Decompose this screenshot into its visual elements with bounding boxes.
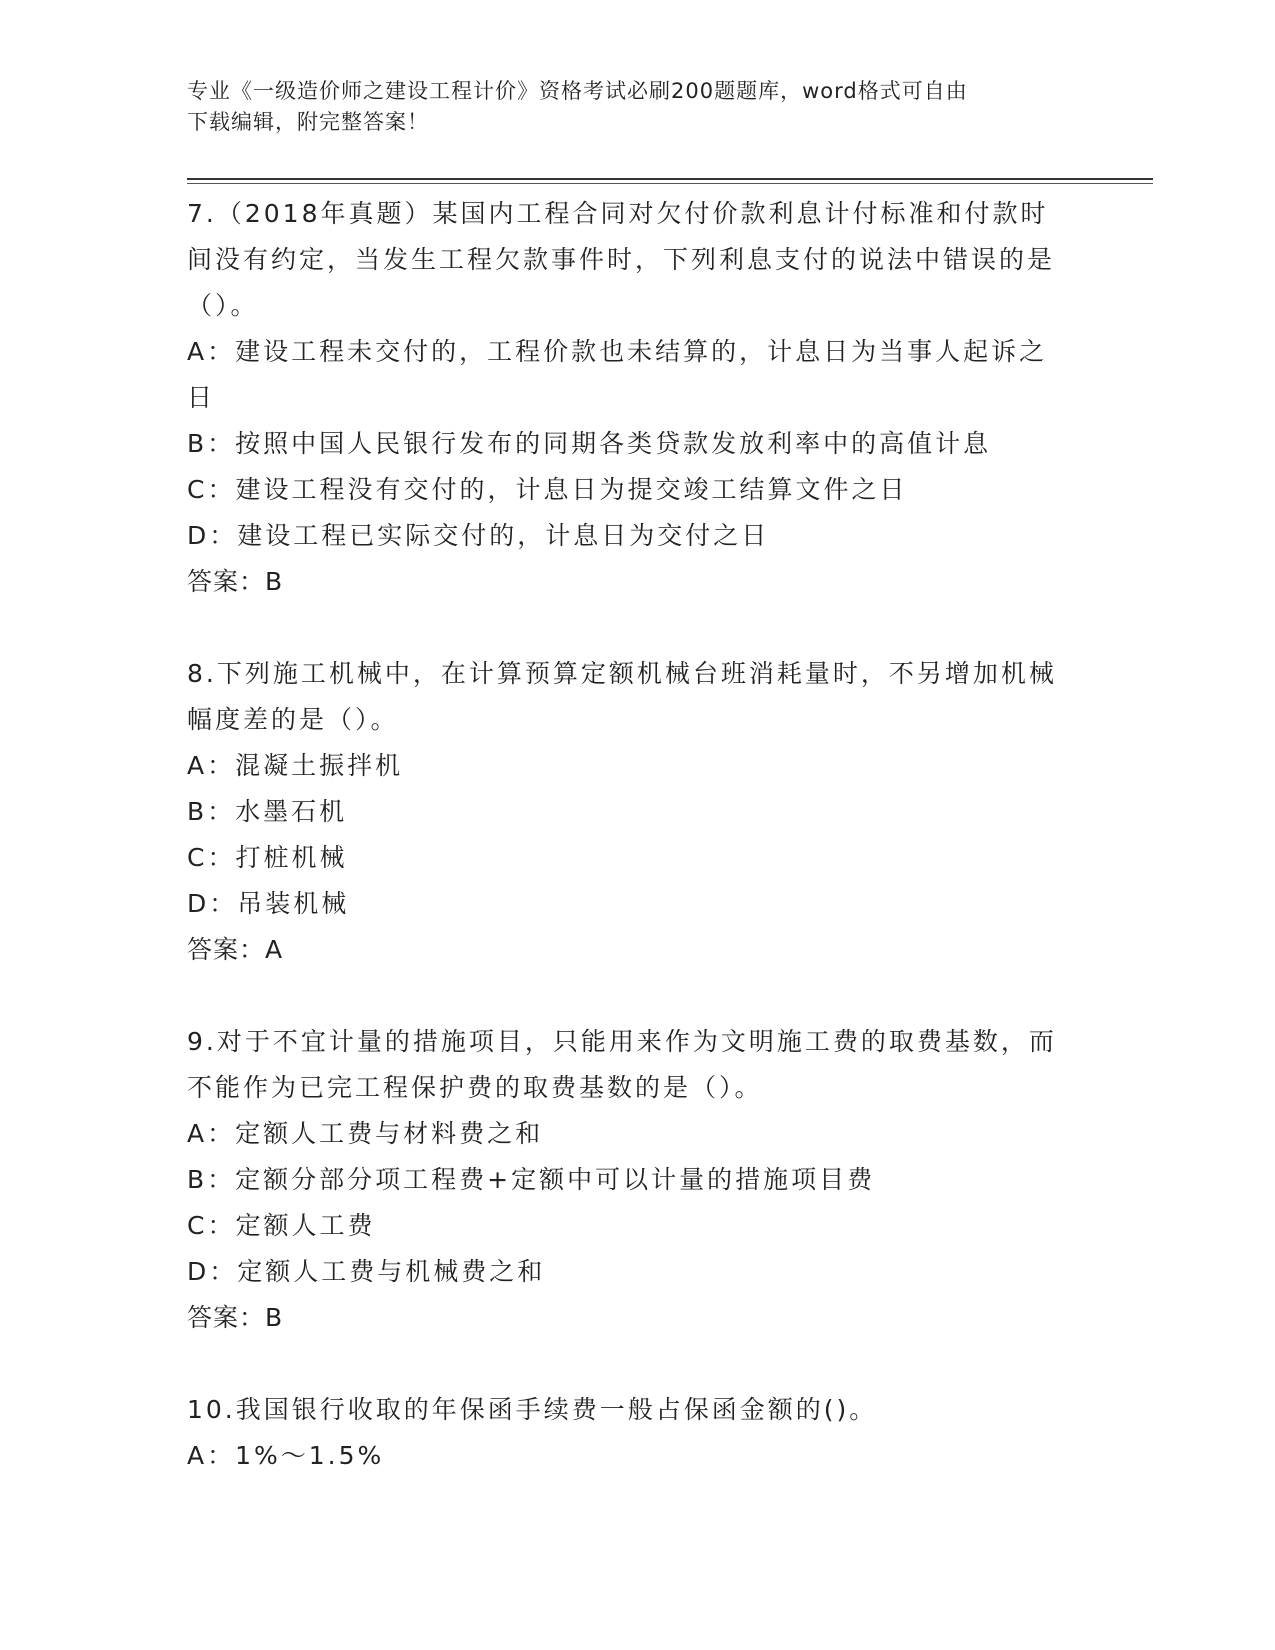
answer-line: 答案：B	[187, 1303, 284, 1332]
option-b: B：水墨石机	[187, 797, 348, 826]
spacer	[187, 605, 1067, 651]
question-stem: 7.（2018年真题）某国内工程合同对欠付价款利息计付标准和付款时间没有约定，当发生工程欠款事件时，下列利息支付的说法中错误的是（）。	[187, 199, 1056, 320]
option-a: A：建设工程未交付的，工程价款也未结算的，计息日为当事人起诉之日	[187, 337, 1048, 412]
question-10	[187, 1387, 1067, 1479]
question-7	[187, 191, 1067, 605]
question-8	[187, 651, 1067, 973]
header-divider-thin	[187, 183, 1153, 184]
option-b: B：定额分部分项工程费+定额中可以计量的措施项目费	[187, 1165, 876, 1194]
question-stem: 9.对于不宜计量的措施项目，只能用来作为文明施工费的取费基数，而不能作为已完工程保护费的取费基数的是（）。	[187, 1027, 1057, 1102]
question-stem: 10.我国银行收取的年保函手续费一般占保函金额的()。	[187, 1395, 878, 1424]
spacer	[187, 973, 1067, 1019]
option-d: D：建设工程已实际交付的，计息日为交付之日	[187, 521, 770, 550]
answer-line: 答案：A	[187, 935, 284, 964]
option-c: C：建设工程没有交付的，计息日为提交竣工结算文件之日	[187, 475, 908, 504]
option-a: A：混凝土振拌机	[187, 751, 404, 780]
document-header	[187, 76, 1087, 138]
header-divider-thick	[187, 178, 1153, 180]
header-line-2: 下载编辑，附完整答案！	[187, 110, 429, 134]
option-a: A：1%～1.5%	[187, 1441, 385, 1470]
option-d: D：吊装机械	[187, 889, 350, 918]
question-list	[187, 191, 1067, 1479]
spacer	[187, 1341, 1067, 1387]
question-9	[187, 1019, 1067, 1341]
option-d: D：定额人工费与机械费之和	[187, 1257, 546, 1286]
option-a: A：定额人工费与材料费之和	[187, 1119, 544, 1148]
header-line-1: 专业《一级造价师之建设工程计价》资格考试必刷200题题库，word格式可自由	[187, 79, 968, 103]
question-stem: 8.下列施工机械中，在计算预算定额机械台班消耗量时，不另增加机械幅度差的是（）。	[187, 659, 1057, 734]
option-b: B：按照中国人民银行发布的同期各类贷款发放利率中的高值计息	[187, 429, 992, 458]
option-c: C：打桩机械	[187, 843, 348, 872]
option-c: C：定额人工费	[187, 1211, 376, 1240]
answer-line: 答案：B	[187, 567, 284, 596]
